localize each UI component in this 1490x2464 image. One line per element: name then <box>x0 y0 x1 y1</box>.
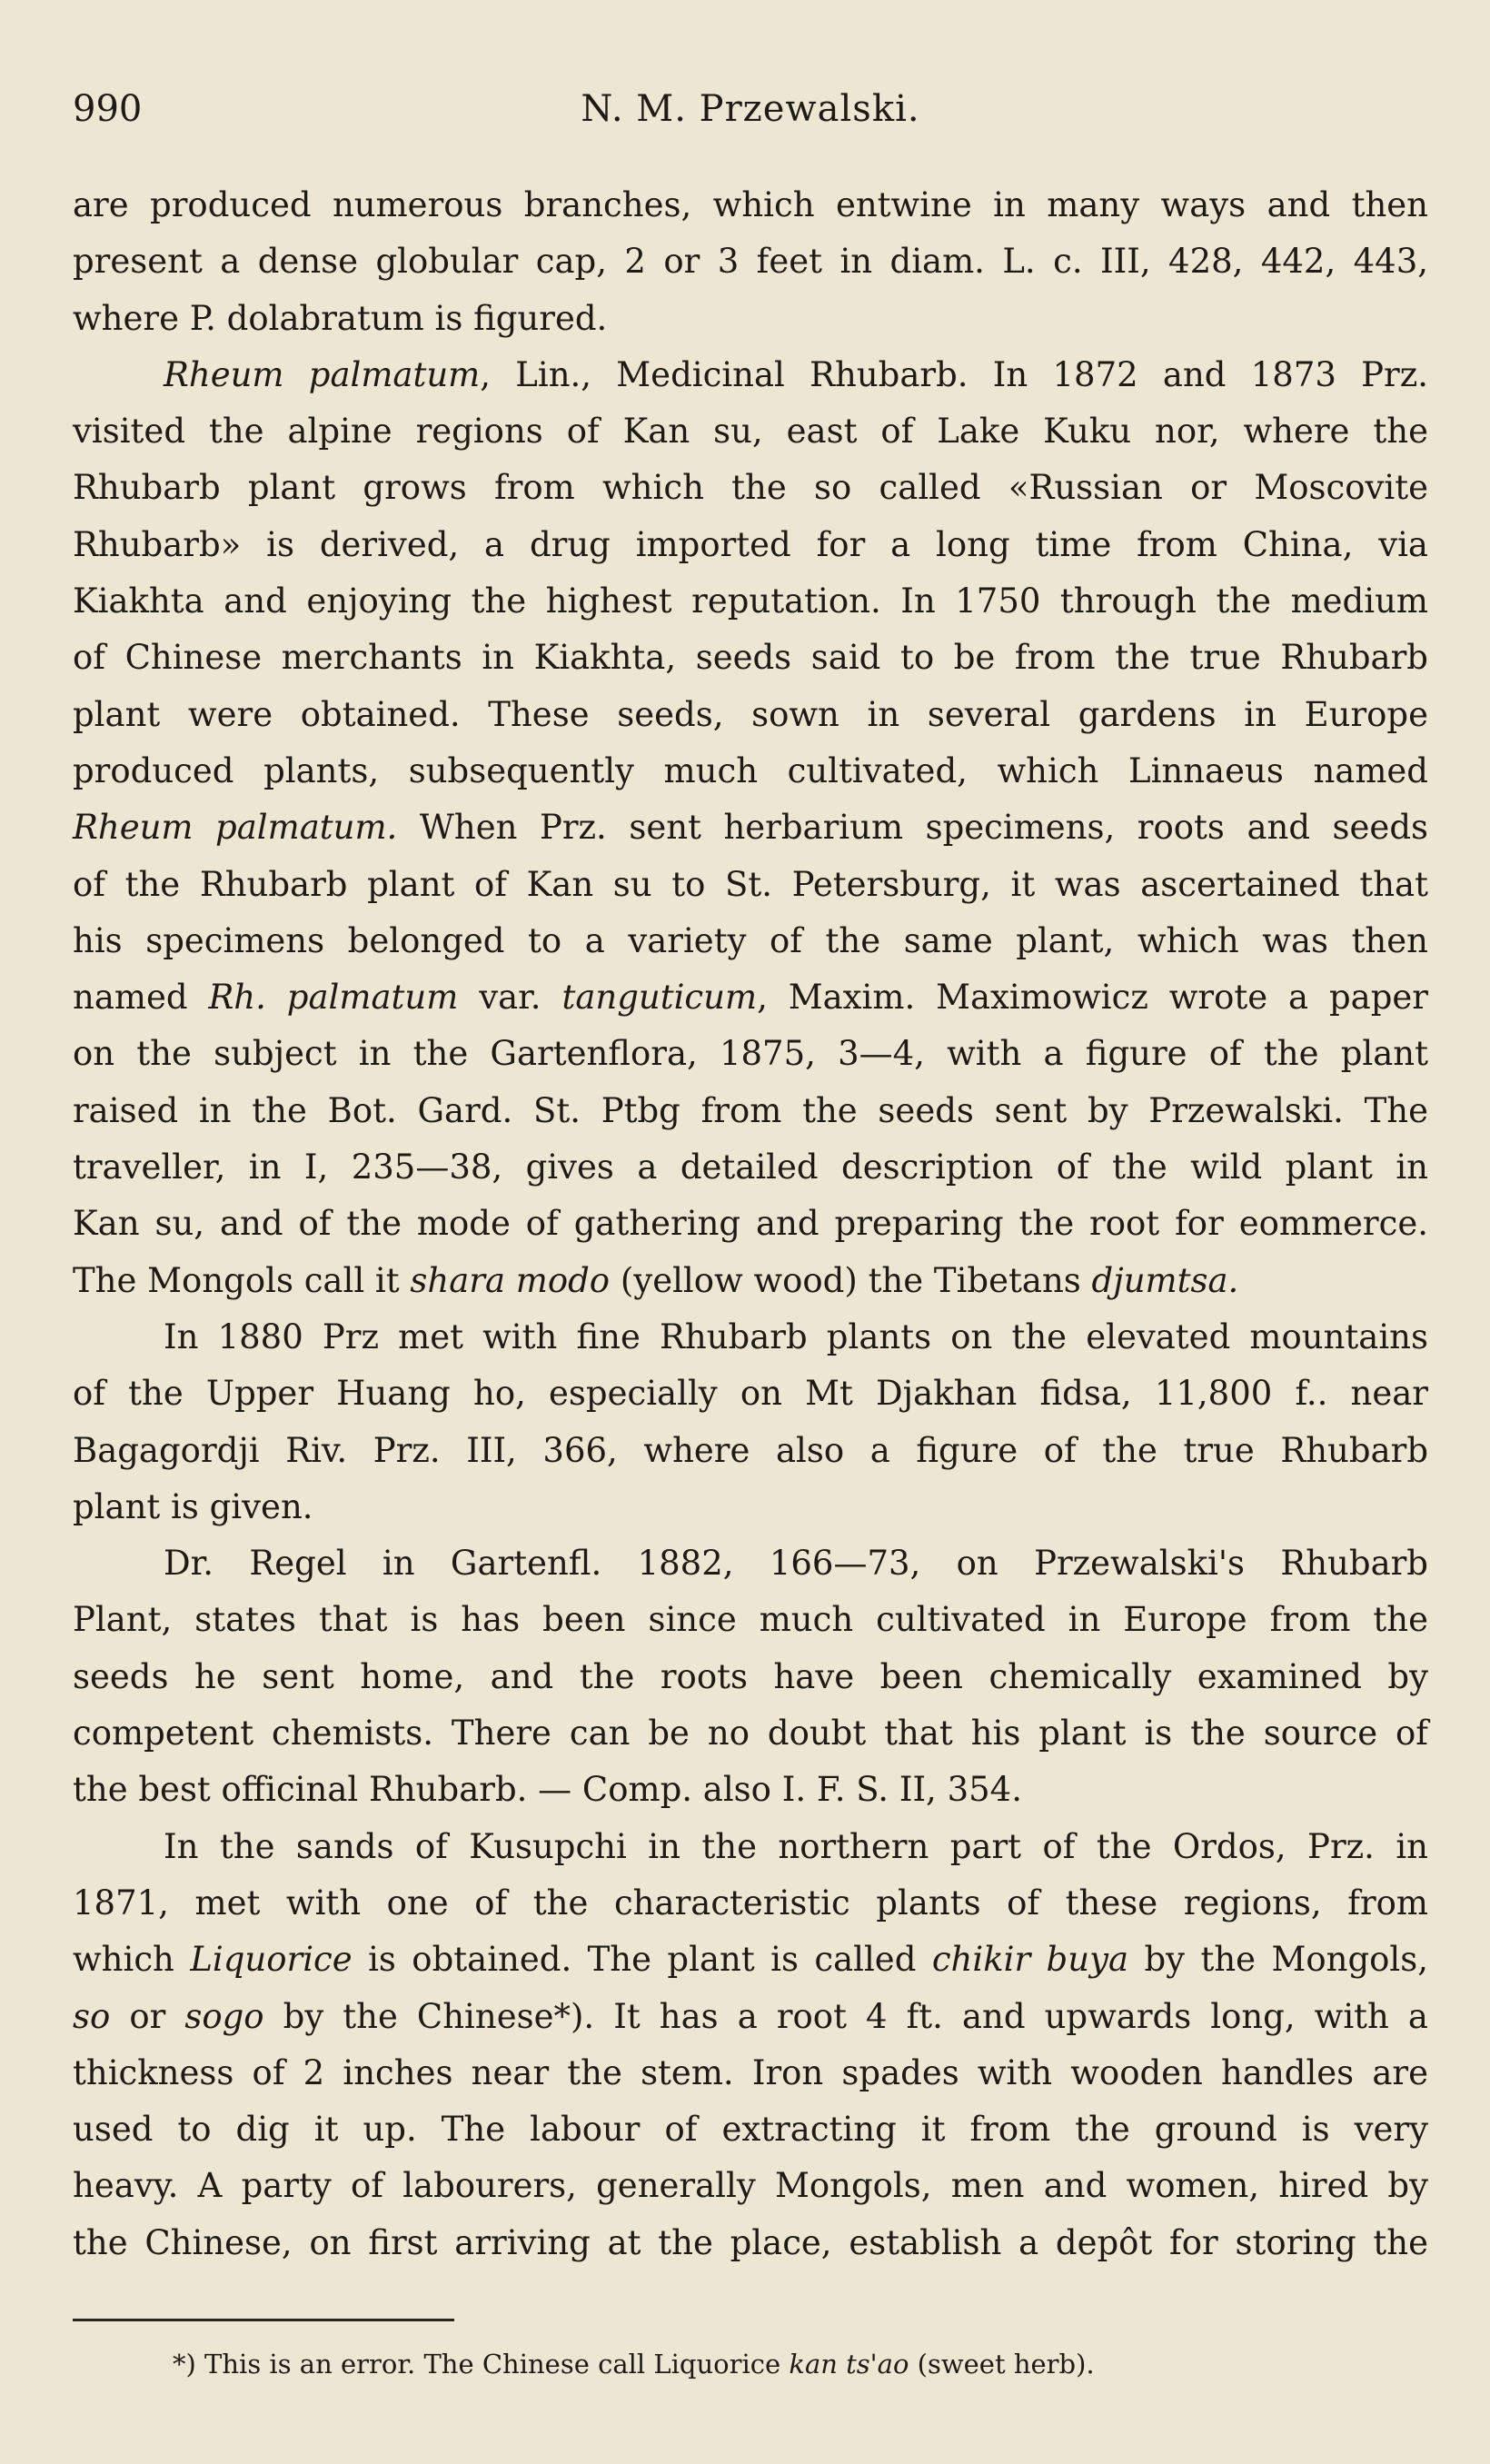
text-line: Rhubarb plant grows from which the so called «Russian or Moscovite <box>73 468 1428 508</box>
text-line: his specimens belonged to a variety of the same plant, which was then <box>73 920 1428 960</box>
text-line: Plant, states that is has been since much cultivated in Europe from the <box>73 1600 1428 1640</box>
running-head: N. M. Przewalski. <box>581 88 920 130</box>
text-run: (sweet herb). <box>909 2349 1095 2380</box>
italic-text: chikir buya <box>931 1940 1129 1980</box>
text-run: *) This is an error. The Chinese call Liquorice <box>173 2349 790 2380</box>
text-line: raised in the Bot. Gard. St. Ptbg from the seeds sent by Przewalski. The <box>73 1090 1428 1130</box>
text-run: , Lin., Medicinal Rhubarb. In 1872 and 1873 Prz. <box>480 354 1428 394</box>
text-line <box>73 1253 1428 1309</box>
text-run: by the Chinese*). It has a root 4 ft. and upwards long, with a <box>263 1996 1428 2036</box>
text-line: heavy. A party of labourers, generally Mongols, men and women, hired by <box>73 2166 1428 2206</box>
italic-text: Rh. palmatum <box>208 978 459 1018</box>
text-line <box>73 347 1428 403</box>
text-line: plant were obtained. These seeds, sown in several gardens in Europe <box>73 694 1428 734</box>
text-line: In the sands of Kusupchi in the northern part of the Ordos, Prz. in <box>164 1826 1428 1866</box>
text-line: on the subject in the Gartenflora, 1875, 3—4, with a figure of the plant <box>73 1034 1428 1074</box>
text-run: which <box>73 1940 191 1980</box>
text-run: or <box>110 1996 185 2036</box>
text-line: produced plants, subsequently much cultivated, which Linnaeus named <box>73 750 1428 790</box>
text-line <box>73 800 1428 856</box>
text-line: thickness of 2 inches near the stem. Iron spades with wooden handles are <box>73 2052 1428 2092</box>
text-line: Bagagordji Riv. Prz. III, 366, where also a figure of the true Rhubarb <box>73 1430 1428 1470</box>
text-line: traveller, in I, 235—38, gives a detailed description of the wild plant in <box>73 1148 1428 1187</box>
text-line: plant is given. <box>73 1486 313 1526</box>
italic-text: Rheum palmatum. <box>73 808 398 848</box>
text-line: 1871, met with one of the characteristic plants of these regions, from <box>73 1883 1428 1923</box>
footnote-rule <box>73 2319 454 2321</box>
italic-text: kan ts'ao <box>789 2349 909 2380</box>
text-run: The Mongols call it <box>73 1260 411 1300</box>
text-line: In 1880 Prz met with fine Rhubarb plants on the elevated mountains <box>164 1316 1428 1356</box>
text-line <box>73 1989 1428 2045</box>
text-line: of Chinese merchants in Kiakhta, seeds said to be from the true Rhubarb <box>73 638 1428 678</box>
text-run: (yellow wood) the Tibetans <box>610 1260 1092 1300</box>
text-line: present a dense globular cap, 2 or 3 feet in diam. L. c. III, 428, 442, 443, <box>73 242 1428 282</box>
text-line: seeds he sent home, and the roots have been chemically examined by <box>73 1656 1428 1696</box>
italic-text: shara modo <box>410 1260 611 1300</box>
italic-text: Rheum palmatum <box>164 354 481 394</box>
text-line: Rhubarb» is derived, a drug imported for a long time from China, via <box>73 524 1428 564</box>
body-text <box>73 177 1428 2271</box>
text-line: visited the alpine regions of Kan su, east of Lake Kuku nor, where the <box>73 412 1428 452</box>
text-line: where P. dolabratum is figured. <box>73 298 608 338</box>
text-line: Dr. Regel in Gartenfl. 1882, 166—73, on Przewalski's Rhubarb <box>164 1544 1428 1584</box>
text-line: Kan su, and of the mode of gathering and preparing the root for eommerce. <box>73 1204 1428 1244</box>
italic-text: Liquorice <box>190 1940 353 1980</box>
text-run: by the Mongols, <box>1128 1940 1428 1980</box>
text-line: Kiakhta and enjoying the highest reputation. In 1750 through the medium <box>73 581 1428 621</box>
text-line: of the Upper Huang ho, especially on Mt Djakhan fidsa, 11,800 f.. near <box>73 1374 1428 1414</box>
italic-text: tanguticum <box>561 978 758 1018</box>
page-number: 990 <box>73 88 143 130</box>
italic-text: so <box>73 1996 111 2036</box>
text-line: the Chinese, on first arriving at the place, establish a depôt for storing the <box>73 2222 1428 2262</box>
text-line <box>73 1932 1428 1988</box>
text-run: is obtained. The plant is called <box>352 1940 932 1980</box>
text-line: the best officinal Rhubarb. — Comp. also I. F. S. II, 354. <box>73 1770 1022 1810</box>
text-line: are produced numerous branches, which entwine in many ways and then <box>73 185 1428 224</box>
text-run: named <box>73 978 209 1018</box>
text-run: , Maxim. Maximowicz wrote a paper <box>757 978 1428 1018</box>
text-line: competent chemists. There can be no doubt that his plant is the source of <box>73 1714 1428 1754</box>
text-line <box>73 969 1428 1026</box>
text-run: var. <box>458 978 562 1018</box>
italic-text: sogo <box>184 1996 264 2036</box>
page-header <box>73 84 1428 134</box>
text-line: used to dig it up. The labour of extracting it from the ground is very <box>73 2110 1428 2150</box>
footnote <box>173 2346 1095 2382</box>
italic-text: djumtsa. <box>1091 1260 1239 1300</box>
text-line: of the Rhubarb plant of Kan su to St. Petersburg, it was ascertained that <box>73 864 1428 904</box>
text-run: When Prz. sent herbarium specimens, roots and seeds <box>397 808 1429 848</box>
